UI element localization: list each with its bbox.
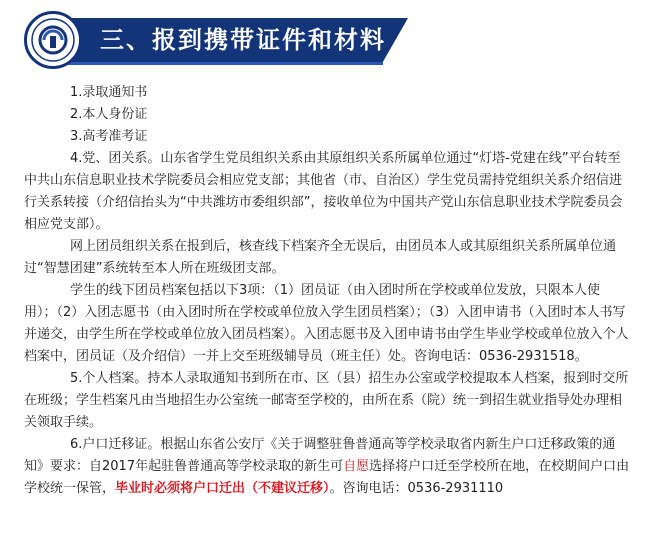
household-text-2: 选择将户口迁至学校所在地，在校期间户口由学校统一保管， — [24, 459, 630, 496]
list-item-exam-ticket: 3.高考准考证 — [70, 129, 148, 144]
section-header — [18, 10, 408, 70]
paragraph-party-league: 4.党、团关系。山东省学生党员组织关系由其原组织关系所属单位通过“灯塔-党建在线”平台转至中共山东信息职业技术学院委员会相应党支部；其他省（市、自治区）学生党员需持党组织关系介绍信进行关系转接（介绍信抬头为“中共潍坊市委组织部”，接收单位为中国共产党山东信息职业技术学院委员会相应党支部）。 — [24, 151, 623, 232]
household-text-1: 6.户口迁移证。根据山东省公安厅《关于调整驻鲁普通高等学校录取省内新生户口迁移政策的通知》要求：自2017年起驻鲁普通高等学校录取的新生可 — [24, 437, 616, 474]
paragraph-personal-archive: 5.个人档案。持本人录取通知书到所在市、区（县）招生办公室或学校提取本人档案，报到时交所在班级；学生档案凡由当地招生办公室统一邮寄至学校的，由所在系（院）统一到招生就业指导处办理相关领取手续。 — [24, 371, 629, 430]
page-title: 三、报到携带证件和材料 — [100, 26, 386, 54]
household-text-3: 。咨询电话：0536-2931110 — [329, 481, 504, 496]
graduation-warning: 毕业时必须将户口迁出（不建议迁移） — [115, 481, 330, 496]
paragraph-household-registration — [24, 434, 630, 500]
document-body — [24, 82, 630, 500]
header-underline — [48, 62, 383, 65]
paragraph-online-league: 网上团员组织关系在报到后，核查线下档案齐全无误后，由团员本人或其原组织关系所属单位通过“智慧团建”系统转至本人所在班级团支部。 — [24, 239, 617, 276]
school-logo-icon — [24, 11, 82, 69]
list-item-id-card: 2.本人身份证 — [70, 107, 148, 122]
paragraph-league-archive: 学生的线下团员档案包括以下3项：（1）团员证（由入团时所在学校或单位发放，只限本人使用）；（2）入团志愿书（由入团时所在学校或单位放入学生团员档案）；（3）入团申请书（入团时本人书写并递交，由学生所在学校或单位放入团员档案）。入团志愿书及入团申请书由学生毕业学校或单位放入个人档案中，团员证（及介绍信）一并上交至班级辅导员（班主任）处。咨询电话：0536-2931518。 — [24, 283, 629, 364]
list-item-admission-notice: 1.录取通知书 — [70, 85, 148, 100]
voluntary-highlight: 自愿 — [343, 459, 370, 474]
